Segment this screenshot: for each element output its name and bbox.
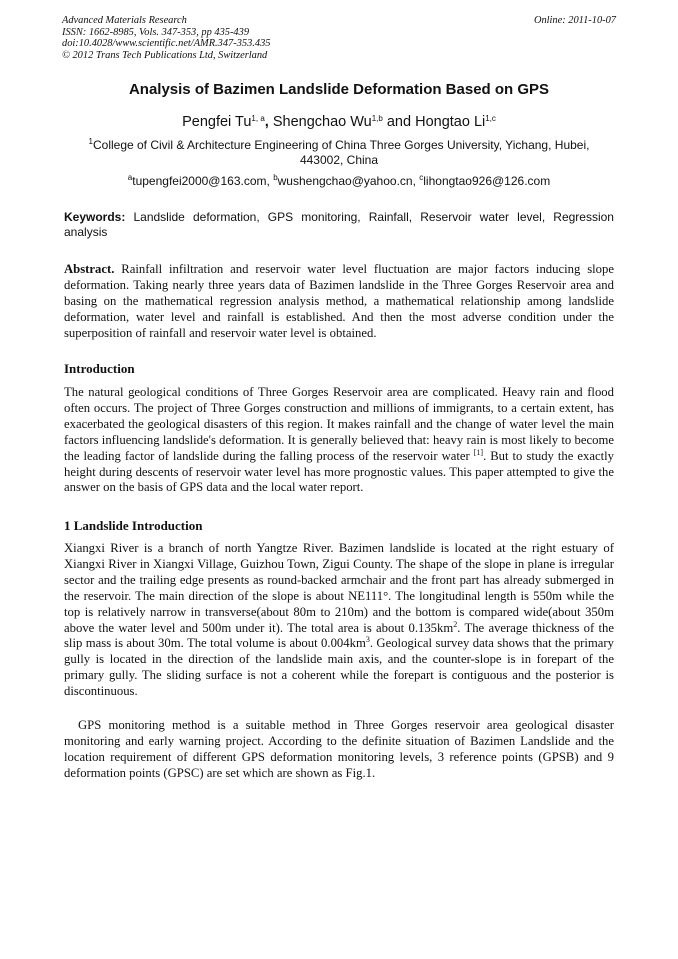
email-mark: a: [127, 173, 133, 182]
email-mark: c: [419, 173, 424, 182]
author-affil-mark: 1, a: [251, 114, 265, 123]
author-affil-mark: 1,b: [371, 114, 383, 123]
doi-line: doi:10.4028/www.scientific.net/AMR.347-353.435: [62, 38, 271, 49]
email-separator: ,: [266, 174, 274, 188]
author-name: Shengchao Wu: [272, 114, 372, 130]
affiliation: [70, 138, 608, 168]
affiliation-text: College of Civil & Architecture Engineering of China Three Gorges University, Yichang, Hubei, 443002, China: [92, 138, 590, 167]
journal-header: [62, 15, 616, 61]
affiliation-mark: 1: [88, 137, 93, 146]
landslide-text: Xiangxi River is a branch of north Yangtze River. Bazimen landslide is located at the right estuary of Xiangxi River in Xiangxi Village, Guizhou Town, Zigui County. The shape of the slope in plane is irregular sector and the trailing edge presents as round-backed armchair and the front part has already submerged in the reservoir. The main direction of the slope is about NE111°. The longitudinal length is 550m while the top is relatively narrow in transverse(about 80m to 210m) and the bottom is compared wide(about 350m above the water level and 500m under it). The total area is about 0.135km: [64, 541, 614, 635]
author-list: [0, 114, 678, 130]
journal-name: Advanced Materials Research: [62, 15, 187, 26]
paper-title: Analysis of Bazimen Landslide Deformation Based on GPS: [128, 81, 550, 98]
email-address: tupengfei2000@163.com: [132, 174, 267, 188]
author-name: Pengfei Tu: [182, 114, 252, 130]
introduction-paragraph: [64, 385, 614, 496]
author-affil-mark: 1,c: [485, 114, 496, 123]
intro-text: The natural geological conditions of Three Gorges Reservoir area are complicated. Heavy rain and flood often occurs. The project of Three Gorges construction and millions of immigrants, to a certain extent, has exacerbated the geological disasters of this region. It makes rainfall and the change of water level the main factors influencing landslide's deformation. It is generally believed that: heavy rain is most likely to become the leading factor of landslide during the falling process of the reservoir water: [64, 385, 614, 463]
email-address: lihongtao926@126.com: [423, 174, 551, 188]
abstract-label: Abstract.: [64, 262, 115, 276]
author-name: Hongtao Li: [415, 114, 486, 130]
intro-text: . But to study the exactly height during descents of reservoir water level has more prognostic values. This paper attempted to give the answer on the basis of GPS data and the local water report.: [64, 448, 614, 495]
gps-text: GPS monitoring method is a suitable method in Three Gorges reservoir area geological disaster monitoring and early warning project. According to the definite situation of Bazimen Landslide and the location requirement of different GPS deformation monitoring levels, 3 reference points (GPSB) and 9 deformation points (GPSC) are set which are shown as Fig.1.: [64, 718, 614, 780]
online-date: Online: 2011-10-07: [533, 15, 616, 26]
section-heading-introduction: Introduction: [64, 361, 135, 376]
section-heading-landslide: 1 Landslide Introduction: [64, 518, 203, 533]
abstract: [64, 262, 614, 342]
superscript: 2: [453, 619, 458, 629]
email-list: [0, 174, 678, 188]
gps-paragraph: [64, 718, 614, 782]
landslide-text: . The average thickness of the slip mass is about 30m. The total volume is about 0.004km: [64, 620, 614, 651]
email-mark: b: [273, 173, 278, 182]
landslide-text: . Geological survey data shows that the primary gully is located in the direction of the landslide main axis, and the counter-slope is in forepart of the primary gully. The sliding surface is not a coherent while the forepart is contiguous and the posterior is discontinuous.: [64, 636, 614, 699]
author-separator: ,: [264, 114, 273, 130]
keywords-label: Keywords:: [64, 210, 126, 224]
citation-ref: [1]: [473, 447, 484, 457]
keywords-text: Landslide deformation, GPS monitoring, Rainfall, Reservoir water level, Regression analysis: [64, 210, 614, 239]
author-separator: and: [382, 114, 416, 130]
landslide-paragraph: [64, 541, 614, 700]
copyright-line: © 2012 Trans Tech Publications Ltd, Switzerland: [62, 49, 268, 61]
abstract-text: Rainfall infiltration and reservoir water level fluctuation are major factors inducing slope deformation. Taking nearly three years data of Bazimen landslide in the Three Gorges Reservoir area and basing on the mathematical regression analysis method, a mathematical relationship among landslide deformation, water level and rainfall is established. And then the most adverse condition under the superposition of rainfall and reservoir water level is obtained.: [64, 262, 614, 340]
superscript: 3: [365, 635, 370, 645]
email-separator: ,: [412, 174, 420, 188]
issn-line: ISSN: 1662-8985, Vols. 347-353, pp 435-439: [62, 26, 250, 38]
email-address: wushengchao@yahoo.cn: [277, 174, 413, 188]
keywords: [64, 210, 614, 240]
